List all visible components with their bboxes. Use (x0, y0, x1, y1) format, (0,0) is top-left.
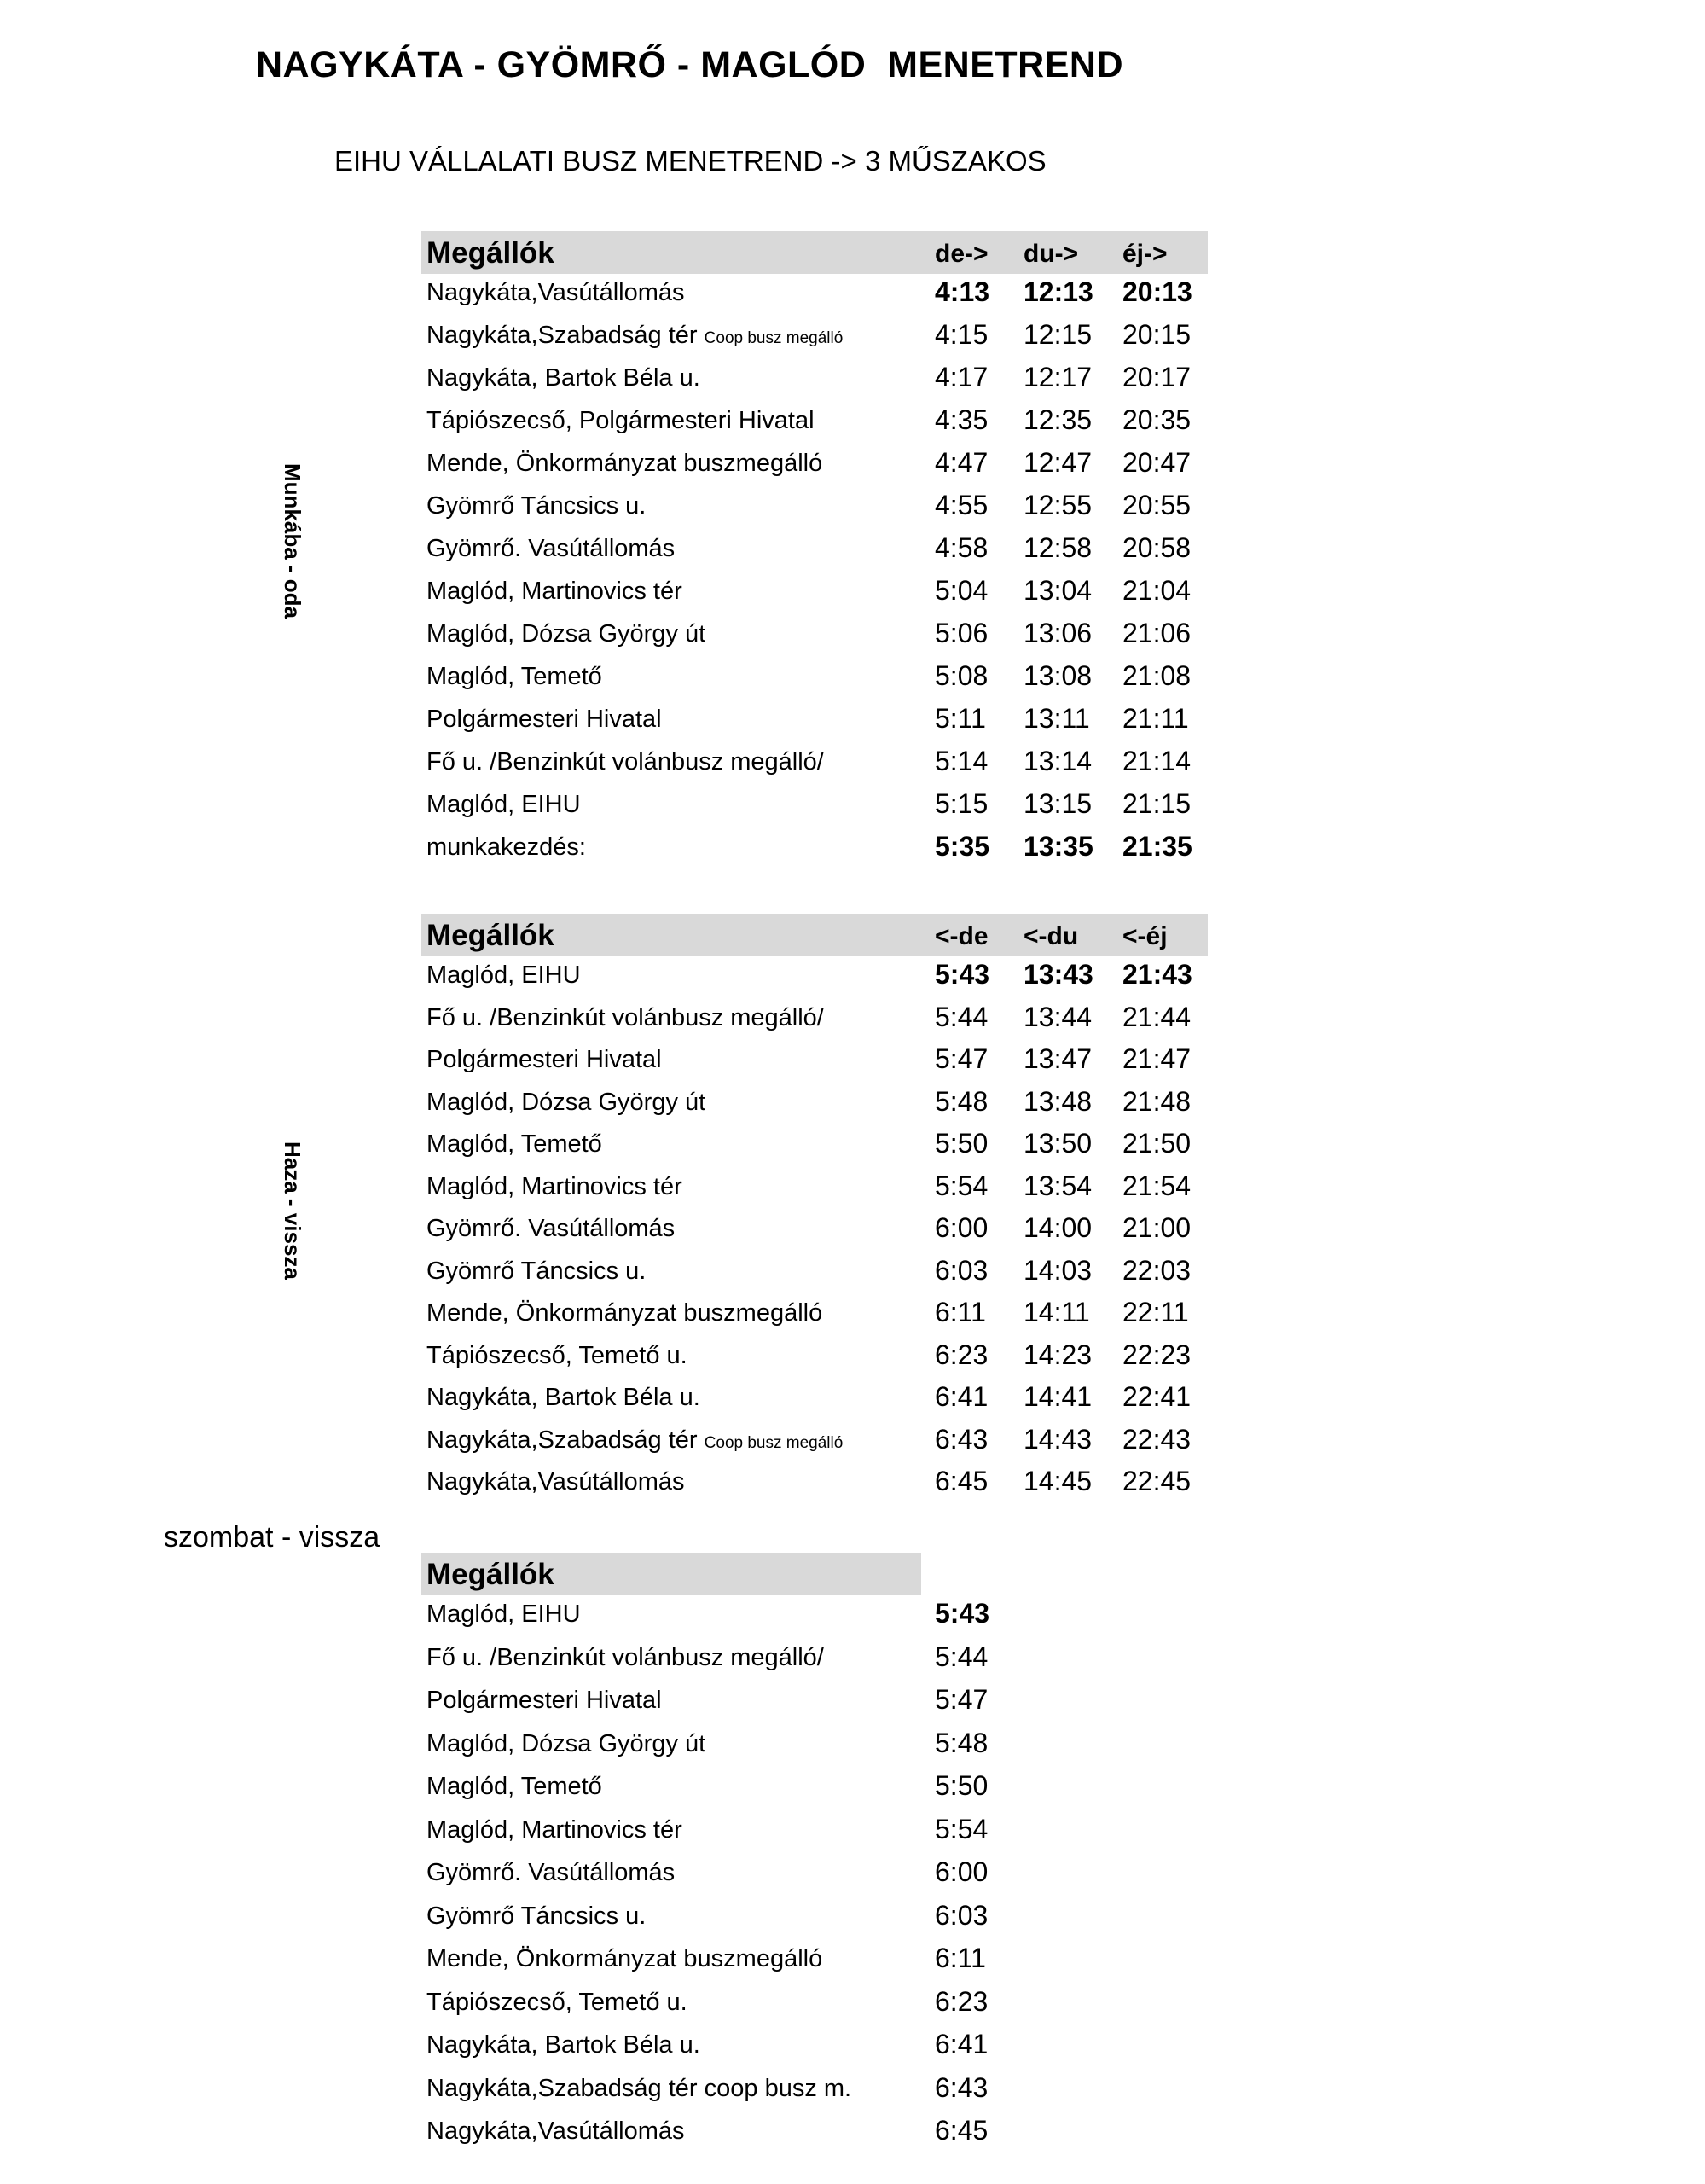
time-t2: 13:14 (1024, 746, 1093, 776)
stop-name: Nagykáta,Szabadság tér coop busz m. (426, 2074, 852, 2102)
time-t1: 5:50 (935, 1128, 989, 1159)
table-row (421, 572, 1208, 615)
time-t1: 5:11 (935, 703, 986, 734)
stop-name: Nagykáta, Bartok Béla u. (426, 2031, 700, 2059)
time-t2: 14:41 (1024, 1381, 1093, 1412)
time-t1: 6:41 (935, 2029, 989, 2059)
stop-name: Maglód, Dózsa György út (426, 1088, 706, 1116)
time-t2: 12:13 (1024, 276, 1093, 307)
stop-name: Fő u. /Benzinkút volánbusz megálló/ (426, 1643, 824, 1671)
stop-name: Tápiószecső, Polgármesteri Hivatal (426, 407, 815, 434)
stop-name: Maglód, Martinovics tér (426, 1815, 682, 1844)
time-t1: 4:47 (935, 447, 989, 478)
time-t2: 14:23 (1024, 1339, 1093, 1370)
time-t2: 12:47 (1024, 447, 1093, 478)
stop-name: munkakezdés: (426, 834, 586, 861)
table-row (421, 1854, 989, 1897)
table-row (421, 1379, 1208, 1421)
time-t3: 21:00 (1122, 1212, 1192, 1243)
timetable-return (421, 914, 1208, 1506)
stop-suffix: Coop busz megálló (704, 1433, 844, 1452)
time-t2: 14:45 (1024, 1466, 1093, 1496)
time-t1: 5:43 (935, 959, 990, 990)
stop-name: Nagykáta,Vasútállomás (426, 1468, 685, 1496)
time-t1: 5:44 (935, 1641, 989, 1672)
time-t1: 5:48 (935, 1727, 989, 1758)
time-t3: 20:17 (1122, 362, 1192, 392)
time-t3: 20:13 (1122, 276, 1192, 307)
time-t3: 22:23 (1122, 1339, 1192, 1370)
stop-name: Tápiószecső, Temető u. (426, 1341, 687, 1369)
time-t2: 13:06 (1024, 618, 1093, 648)
table-row (421, 530, 1208, 572)
time-t1: 4:58 (935, 532, 989, 563)
stop-name: Nagykáta,Szabadság tér Coop busz megálló (426, 1426, 844, 1454)
time-t1: 6:11 (935, 1943, 986, 1973)
table-row (421, 1125, 1208, 1168)
time-t1: 6:23 (935, 1985, 989, 2017)
table-row (421, 786, 1208, 828)
table-row (421, 487, 1208, 530)
time-t3: 21:14 (1122, 746, 1192, 776)
header-col2: <-du (1024, 922, 1079, 950)
table-row (421, 1811, 989, 1855)
stop-name: Nagykáta,Vasútállomás (426, 2117, 685, 2145)
table-row (421, 359, 1208, 402)
time-t1: 6:03 (935, 1899, 989, 1931)
table-row (421, 1768, 989, 1811)
time-t3: 20:15 (1122, 319, 1192, 350)
stop-name: Fő u. /Benzinkút volánbusz megálló/ (426, 748, 824, 775)
time-t3: 21:04 (1122, 575, 1192, 606)
table-row (421, 1984, 989, 2027)
table-row (421, 2112, 989, 2156)
timetable-to-work (421, 231, 1208, 871)
time-t3: 20:55 (1122, 490, 1192, 520)
stop-name: Maglód, EIHU (426, 791, 581, 818)
time-t1: 5:54 (935, 1170, 989, 1201)
header-stops: Megállók (426, 236, 554, 270)
stop-name: Nagykáta,Vasútállomás (426, 279, 685, 306)
time-t3: 21:08 (1122, 660, 1192, 691)
section-label-saturday: szombat - vissza (164, 1521, 380, 1554)
time-t1: 5:14 (935, 746, 989, 776)
stop-name: Gyömrő. Vasútállomás (426, 1859, 676, 1886)
time-t1: 6:43 (935, 2071, 989, 2103)
time-t1: 6:23 (935, 1339, 989, 1370)
time-t3: 22:41 (1122, 1381, 1192, 1412)
table-row (421, 1897, 989, 1941)
time-t1: 6:03 (935, 1254, 989, 1286)
time-t2: 13:08 (1024, 660, 1093, 691)
time-t1: 4:13 (935, 276, 990, 307)
time-t2: 12:58 (1024, 532, 1093, 563)
table-header (421, 914, 1208, 956)
stop-name: Polgármesteri Hivatal (426, 706, 662, 733)
stop-name: Gyömrő. Vasútállomás (426, 535, 676, 562)
time-t1: 6:00 (935, 1856, 989, 1887)
header-col3: <-éj (1122, 922, 1168, 950)
table-row (421, 1041, 1208, 1083)
header-col2: du-> (1024, 240, 1079, 268)
stop-name: Gyömrő Táncsics u. (426, 1257, 647, 1285)
time-t2: 13:44 (1024, 1001, 1093, 1032)
table-row (421, 1337, 1208, 1380)
timetable-saturday (421, 1553, 990, 2156)
time-t3: 22:43 (1122, 1423, 1192, 1455)
time-t3: 21:48 (1122, 1085, 1192, 1117)
time-t2: 13:48 (1024, 1085, 1093, 1117)
time-t1: 5:50 (935, 1770, 989, 1801)
time-t1: 5:47 (935, 1684, 989, 1715)
time-t1: 5:35 (935, 831, 990, 862)
time-t1: 5:43 (935, 1598, 990, 1629)
time-t1: 4:55 (935, 490, 989, 520)
time-t3: 21:50 (1122, 1128, 1192, 1159)
time-t1: 6:00 (935, 1212, 989, 1243)
time-t2: 13:11 (1024, 703, 1090, 734)
table-row (421, 999, 1208, 1042)
section-label-to-work: Munkába - oda (280, 463, 305, 619)
page-title: NAGYKÁTA - GYÖMRŐ - MAGLÓD MENETREND (256, 44, 1124, 85)
time-t1: 6:41 (935, 1381, 989, 1412)
table-row (421, 317, 1208, 359)
table-row (421, 1463, 1208, 1506)
time-t1: 5:44 (935, 1001, 989, 1032)
time-t2: 13:43 (1024, 959, 1093, 990)
section-label-return: Haza - vissza (280, 1141, 305, 1280)
time-t2: 14:43 (1024, 1423, 1093, 1455)
time-t3: 21:47 (1122, 1043, 1192, 1074)
time-t2: 12:17 (1024, 362, 1093, 392)
time-t2: 13:50 (1024, 1128, 1093, 1159)
stop-name: Gyömrő Táncsics u. (426, 1902, 647, 1930)
stop-name: Maglód, Martinovics tér (426, 1172, 682, 1200)
table-row (421, 615, 1208, 658)
stop-name: Maglód, Temető (426, 1130, 602, 1158)
time-t1: 5:47 (935, 1043, 989, 1074)
time-t2: 12:55 (1024, 490, 1093, 520)
stop-name: Gyömrő. Vasútállomás (426, 1215, 676, 1242)
header-col3: éj-> (1122, 240, 1168, 268)
table-row (421, 2026, 989, 2070)
table-row (421, 1940, 986, 1984)
time-t1: 6:11 (935, 1297, 986, 1327)
table-row (421, 828, 1208, 871)
page-subtitle: EIHU VÁLLALATI BUSZ MENETREND -> 3 MŰSZAKOS (334, 145, 1047, 177)
time-t1: 4:15 (935, 319, 989, 350)
stop-suffix: Coop busz megálló (704, 329, 844, 347)
time-t3: 21:06 (1122, 618, 1192, 648)
stop-name: Mende, Önkormányzat buszmegálló (426, 1945, 823, 1972)
time-t1: 6:45 (935, 1466, 989, 1496)
stop-name: Tápiószecső, Temető u. (426, 1988, 687, 2016)
stop-name: Fő u. /Benzinkút volánbusz megálló/ (426, 1003, 824, 1031)
table-row (421, 274, 1208, 317)
stop-name: Nagykáta,Szabadság tér Coop busz megálló (426, 322, 844, 349)
header-stops: Megállók (426, 919, 554, 952)
table-row (421, 1210, 1208, 1252)
time-t2: 14:03 (1024, 1254, 1093, 1286)
stop-name: Mende, Önkormányzat buszmegálló (426, 450, 823, 477)
table-row (421, 1421, 1208, 1464)
time-t2: 12:15 (1024, 319, 1093, 350)
table-row (421, 743, 1208, 786)
stop-name: Maglód, EIHU (426, 961, 581, 989)
time-t3: 20:35 (1122, 404, 1192, 435)
time-t2: 13:47 (1024, 1043, 1093, 1074)
header-stops: Megállók (426, 1558, 554, 1591)
time-t1: 5:04 (935, 575, 989, 606)
time-t3: 21:15 (1122, 788, 1192, 819)
time-t1: 4:35 (935, 404, 989, 435)
header-col1: <-de (935, 922, 989, 950)
stop-name: Nagykáta, Bartok Béla u. (426, 364, 700, 392)
time-t2: 13:54 (1024, 1170, 1093, 1201)
table-row (421, 956, 1208, 999)
stop-name: Maglód, Temető (426, 663, 602, 690)
header-col1: de-> (935, 240, 989, 268)
table-row (421, 1639, 989, 1682)
table-row (421, 2070, 989, 2113)
time-t1: 6:45 (935, 2115, 989, 2146)
time-t1: 5:08 (935, 660, 989, 691)
table-row (421, 444, 1208, 487)
table-row (421, 1294, 1208, 1337)
time-t3: 21:11 (1122, 703, 1189, 734)
time-t1: 5:06 (935, 618, 989, 648)
time-t1: 5:15 (935, 788, 989, 819)
table-row (421, 1168, 1208, 1211)
time-t1: 5:48 (935, 1085, 989, 1117)
table-row (421, 1252, 1208, 1295)
time-t2: 13:35 (1024, 831, 1093, 862)
stop-name: Maglód, Temető (426, 1773, 602, 1800)
time-t3: 20:58 (1122, 532, 1192, 563)
time-t2: 14:11 (1024, 1297, 1090, 1327)
time-t1: 6:43 (935, 1423, 989, 1455)
stop-name: Maglód, Dózsa György út (426, 1729, 706, 1757)
table-row (421, 700, 1208, 743)
time-t3: 20:47 (1122, 447, 1192, 478)
stop-name: Nagykáta, Bartok Béla u. (426, 1384, 700, 1411)
time-t2: 14:00 (1024, 1212, 1093, 1243)
stop-name: Polgármesteri Hivatal (426, 1687, 662, 1714)
stop-name: Maglód, EIHU (426, 1600, 581, 1628)
time-t3: 22:11 (1122, 1297, 1189, 1327)
time-t3: 22:03 (1122, 1254, 1192, 1286)
table-header (421, 1553, 921, 1595)
stop-name: Gyömrő Táncsics u. (426, 492, 647, 520)
time-t2: 13:04 (1024, 575, 1093, 606)
time-t3: 21:35 (1122, 831, 1192, 862)
table-row (421, 658, 1208, 700)
time-t3: 22:45 (1122, 1466, 1192, 1496)
time-t1: 4:17 (935, 362, 989, 392)
stop-name: Maglód, Dózsa György út (426, 620, 706, 648)
table-row (421, 1725, 989, 1769)
time-t3: 21:44 (1122, 1001, 1192, 1032)
table-row (421, 1595, 990, 1639)
stop-name: Mende, Önkormányzat buszmegálló (426, 1299, 823, 1327)
table-row (421, 402, 1208, 444)
time-t2: 13:15 (1024, 788, 1093, 819)
table-row (421, 1682, 989, 1725)
table-header (421, 231, 1208, 274)
time-t1: 5:54 (935, 1813, 989, 1844)
stop-name: Polgármesteri Hivatal (426, 1046, 662, 1073)
time-t2: 12:35 (1024, 404, 1093, 435)
stop-name: Maglód, Martinovics tér (426, 578, 682, 605)
time-t3: 21:54 (1122, 1170, 1192, 1201)
table-row (421, 1083, 1208, 1126)
time-t3: 21:43 (1122, 959, 1192, 990)
